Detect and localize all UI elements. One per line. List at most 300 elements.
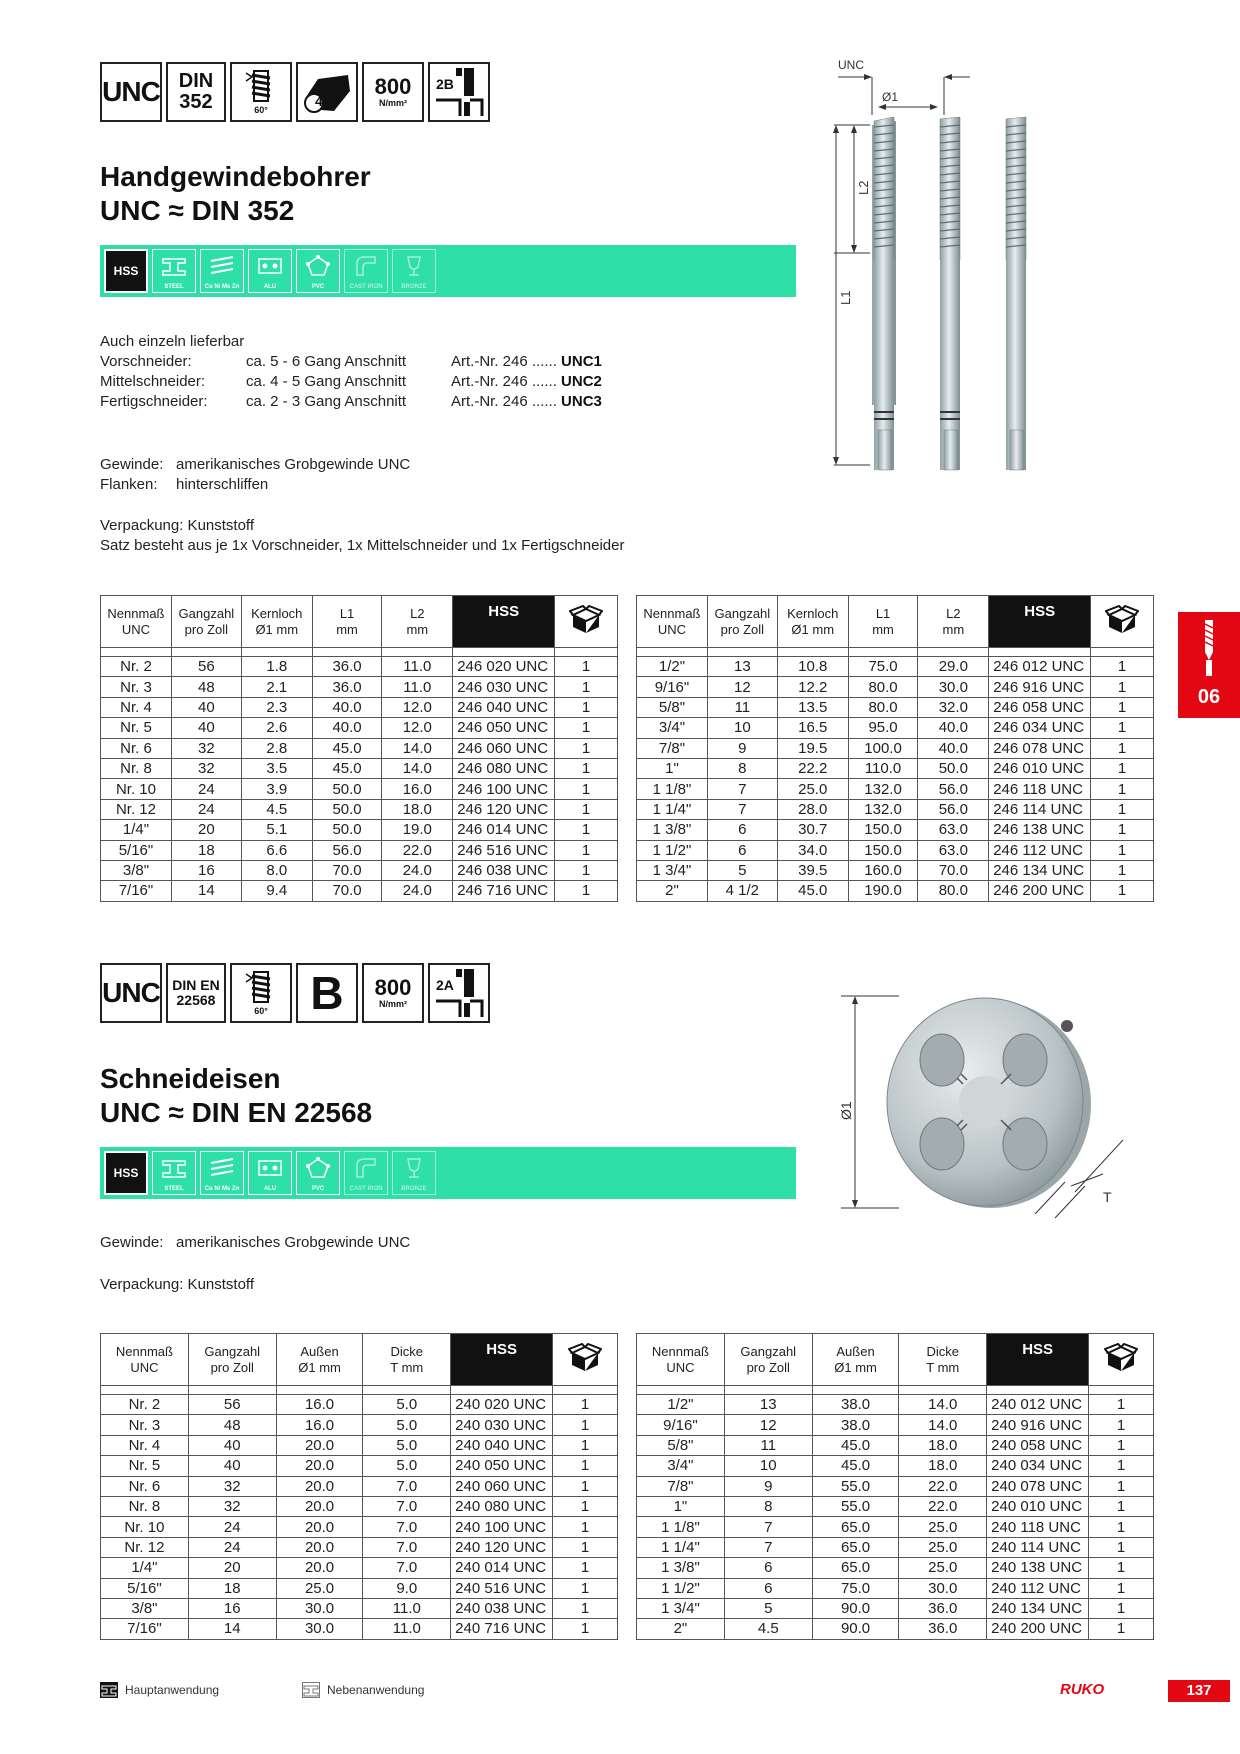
tap-type-desc: ca. 2 - 3 Gang Anschnitt [246,393,407,410]
table-cell: 1 [1089,1476,1154,1496]
col-dicke: Dicke T mm [899,1334,987,1386]
table-cell: 9.4 [241,881,312,901]
table-cell: 56 [188,1395,276,1415]
table-cell: 25.0 [899,1537,987,1557]
unc-badge: UNC [100,62,162,122]
tap-type-label: Fertigschneider: [100,393,208,410]
table-cell: 7.0 [363,1558,451,1578]
package-icon [569,605,603,635]
thread-angle-badge: 60° [230,62,292,122]
table-cell: Nr. 6 [101,1476,189,1496]
table-cell: 12.0 [382,718,453,738]
gewinde-value: amerikanisches Grobgewinde UNC [176,456,411,473]
table-cell: 24 [188,1517,276,1537]
table-cell: 1 [555,840,618,860]
table-cell: 1 [553,1456,618,1476]
table-cell: 1 [553,1435,618,1455]
table-cell: 70.0 [312,881,382,901]
table-cell: 7/16" [101,881,172,901]
table-cell: 14 [171,881,241,901]
table-cell: 3/8" [101,860,172,880]
table-cell: 36.0 [899,1619,987,1639]
table-cell: 16.0 [276,1415,363,1435]
table-row [101,657,618,677]
table-cell: 6 [707,840,777,860]
table-cell: 240 020 UNC [451,1395,553,1415]
table-cell: 11 [724,1435,812,1455]
table-cell: 1 [1091,860,1154,880]
table-cell: 90.0 [812,1619,899,1639]
brand-logo: RUKO [1060,1681,1105,1698]
tolerance-badge: 2A [428,963,490,1023]
table-cell: 12 [724,1415,812,1435]
flanken-label: Flanken: [100,476,158,493]
table-cell: 246 112 UNC [989,840,1091,860]
table-cell: 63.0 [918,840,989,860]
table-cell: 1 [555,758,618,778]
table-row [101,1476,618,1496]
table-cell: 3.5 [241,758,312,778]
table-row [637,1476,1154,1496]
table-cell: 50.0 [918,758,989,778]
table-cell: 20.0 [276,1476,363,1496]
table-cell: 48 [188,1415,276,1435]
table-cell: 11 [707,697,777,717]
table-row [637,1415,1154,1435]
table-cell: 14.0 [382,758,453,778]
table-cell: 36.0 [899,1598,987,1618]
table-cell: 16.5 [777,718,848,738]
tap-table-right [636,595,1154,902]
table-cell: 9 [707,738,777,758]
table-cell: Nr. 6 [101,738,172,758]
table-cell: Nr. 12 [101,799,172,819]
table-row [637,799,1154,819]
table-cell: 65.0 [812,1517,899,1537]
table-cell: 1 [555,820,618,840]
table-cell: 246 060 UNC [453,738,555,758]
table-cell: 150.0 [848,820,918,840]
drill-icon [1202,618,1216,678]
section2-title: Schneideisen UNC ≈ DIN EN 22568 [100,1063,373,1128]
table-cell: 5.0 [363,1435,451,1455]
chapter-number: 06 [1197,686,1221,708]
table-row [637,697,1154,717]
table-cell: 2.8 [241,738,312,758]
table-cell: Nr. 4 [101,697,172,717]
table-cell: 240 078 UNC [987,1476,1089,1496]
table-cell: 240 030 UNC [451,1415,553,1435]
table-cell: 7.0 [363,1496,451,1516]
table-cell: 38.0 [812,1395,899,1415]
table-cell: 32 [171,738,241,758]
table-cell: 1 3/4" [637,1598,725,1618]
table-cell: 1 [553,1578,618,1598]
table-cell: 1 [555,657,618,677]
table-cell: 56 [171,657,241,677]
package-icon [1104,1343,1138,1373]
table-cell: 3/4" [637,718,708,738]
table-cell: 5.0 [363,1395,451,1415]
table-cell: 9/16" [637,1415,725,1435]
table-cell: 4 1/2 [707,881,777,901]
table-cell: 29.0 [918,657,989,677]
bronze-icon: BRONZE [392,1151,436,1195]
table-cell: 1/2" [637,657,708,677]
table-cell: 246 038 UNC [453,860,555,880]
table-cell: 40.0 [312,718,382,738]
table-cell: 32 [171,758,241,778]
col-kernloch: Kernloch Ø1 mm [777,596,848,648]
table-cell: 246 010 UNC [989,758,1091,778]
table-cell: Nr. 8 [101,758,172,778]
table-cell: 1 [553,1415,618,1435]
table-cell: 30.0 [276,1619,363,1639]
table-cell: 70.0 [312,860,382,880]
table-cell: 132.0 [848,799,918,819]
table-cell: 1 3/8" [637,820,708,840]
table-cell: 65.0 [812,1537,899,1557]
table-cell: 30.7 [777,820,848,840]
table-cell: 70.0 [918,860,989,880]
table-cell: 246 014 UNC [453,820,555,840]
table-cell: 7.0 [363,1476,451,1496]
tap-type-label: Mittelschneider: [100,373,206,390]
thread-icon [244,69,278,109]
table-row [101,840,618,860]
table-cell: 11.0 [382,657,453,677]
package-icon [568,1343,602,1373]
table-cell: 1 [555,881,618,901]
table-row [101,738,618,758]
table-row [637,738,1154,758]
table-cell: 50.0 [312,779,382,799]
table-row [637,758,1154,778]
table-cell: 246 020 UNC [453,657,555,677]
table-cell: 12.0 [382,697,453,717]
col-nennmass: Nennmaß UNC [101,596,172,648]
table-cell: 19.0 [382,820,453,840]
table-cell: 12 [707,677,777,697]
table-cell: 1 [555,677,618,697]
table-cell: 240 200 UNC [987,1619,1089,1639]
table-cell: 1/4" [101,820,172,840]
table-cell: 1 [1089,1619,1154,1639]
tap-table-left [100,595,618,902]
tap-type-desc: ca. 5 - 6 Gang Anschnitt [246,353,407,370]
table-cell: 56.0 [918,779,989,799]
table-cell: 7 [724,1537,812,1557]
table-cell: 6 [724,1558,812,1578]
packaging-note: Verpackung: Kunststoff [100,1276,254,1293]
table-cell: 40.0 [918,718,989,738]
table-cell: 246 716 UNC [453,881,555,901]
table-cell: 246 516 UNC [453,840,555,860]
table-cell: 1 [1089,1517,1154,1537]
table-cell: 1" [637,758,708,778]
table-cell: 40.0 [312,697,382,717]
col-package [553,1334,618,1386]
table-row [101,860,618,880]
table-row [101,1395,618,1415]
table-row [101,1558,618,1578]
gewinde-value: amerikanisches Grobgewinde UNC [176,1234,411,1251]
table-cell: 16 [171,860,241,880]
table-row [637,820,1154,840]
col-hss: HSS [453,596,555,648]
table-cell: 24 [188,1537,276,1557]
table-cell: 240 010 UNC [987,1496,1089,1516]
table-cell: 80.0 [848,677,918,697]
table-row [637,1395,1154,1415]
table-cell: Nr. 8 [101,1496,189,1516]
steel-icon: STEEL [152,1151,196,1195]
table-cell: 20.0 [276,1435,363,1455]
table-cell: 4.5 [724,1619,812,1639]
table-cell: 11.0 [382,677,453,697]
table-cell: 7.0 [363,1517,451,1537]
table-cell: 4.5 [241,799,312,819]
table-cell: 30.0 [899,1578,987,1598]
die-drawing [835,990,1125,1230]
table-cell: 1 3/4" [637,860,708,880]
table-cell: 65.0 [812,1558,899,1578]
strength-badge: 800 N/mm² [362,963,424,1023]
table-cell: 10 [724,1456,812,1476]
table-cell: 1 1/2" [637,840,708,860]
table-cell: 9 [724,1476,812,1496]
table-cell: 36.0 [312,657,382,677]
table-cell: Nr. 10 [101,779,172,799]
strength-badge: 800 N/mm² [362,62,424,122]
form-badge: B [296,963,358,1023]
pvc-icon: PVC [296,249,340,293]
table-cell: 38.0 [812,1415,899,1435]
col-kernloch: Kernloch Ø1 mm [241,596,312,648]
table-row [637,881,1154,901]
table-cell: 25.0 [276,1578,363,1598]
table-cell: 246 100 UNC [453,779,555,799]
table-cell: 1 [553,1537,618,1557]
table-cell: 5 [724,1598,812,1618]
table-cell: 1 [553,1558,618,1578]
col-nennmass: Nennmaß UNC [101,1334,189,1386]
table-cell: 6 [724,1578,812,1598]
table-cell: 28.0 [777,799,848,819]
table-cell: 5/8" [637,697,708,717]
table-cell: 9.0 [363,1578,451,1598]
table-cell: 45.0 [812,1435,899,1455]
table-cell: 100.0 [848,738,918,758]
table-cell: 30.0 [276,1598,363,1618]
col-dicke: Dicke T mm [363,1334,451,1386]
table-cell: 2.1 [241,677,312,697]
table-cell: 25.0 [899,1517,987,1537]
table-cell: 14.0 [899,1395,987,1415]
table-cell: 1 [1089,1435,1154,1455]
chapter-tab[interactable] [1178,612,1240,718]
table-cell: 1 [1091,697,1154,717]
table-cell: 240 050 UNC [451,1456,553,1476]
cast-iron-icon: CAST IRON [344,1151,388,1195]
table-row [101,799,618,819]
col-hss: HSS [989,596,1091,648]
table-row [637,1558,1154,1578]
table-cell: 1 [555,779,618,799]
table-row [637,1578,1154,1598]
steel-icon: STEEL [152,249,196,293]
tap-set-drawing [830,55,1090,475]
main-use-label: Hauptanwendung [125,1683,220,1697]
table-cell: 7/16" [101,1619,189,1639]
table-cell: 8 [707,758,777,778]
table-cell: 1 [1091,677,1154,697]
table-cell: Nr. 2 [101,1395,189,1415]
table-cell: Nr. 5 [101,1456,189,1476]
table-cell: 246 078 UNC [989,738,1091,758]
table-cell: 240 058 UNC [987,1435,1089,1455]
table-cell: 2.6 [241,718,312,738]
table-cell: 1 [1089,1578,1154,1598]
table-cell: 2" [637,881,708,901]
table-cell: 16 [188,1598,276,1618]
table-row [637,677,1154,697]
table-cell: 24.0 [382,860,453,880]
table-cell: 2" [637,1619,725,1639]
table-cell: 8.0 [241,860,312,880]
table-cell: 1 [1089,1395,1154,1415]
table-cell: 240 516 UNC [451,1578,553,1598]
table-cell: 18.0 [899,1435,987,1455]
table-cell: 11.0 [363,1619,451,1639]
die-table-left [100,1333,618,1640]
table-cell: 240 716 UNC [451,1619,553,1639]
table-cell: 240 060 UNC [451,1476,553,1496]
table-cell: 240 120 UNC [451,1537,553,1557]
unc-badge: UNC [100,963,162,1023]
table-cell: 246 080 UNC [453,758,555,778]
table-cell: 14.0 [382,738,453,758]
table-cell: 246 012 UNC [989,657,1091,677]
table-cell: 240 138 UNC [987,1558,1089,1578]
table-cell: 18.0 [899,1456,987,1476]
table-cell: 50.0 [312,820,382,840]
table-cell: 246 058 UNC [989,697,1091,717]
table-cell: 246 134 UNC [989,860,1091,880]
table-cell: 20.0 [276,1496,363,1516]
col-hss: HSS [451,1334,553,1386]
svg-text:Ø1: Ø1 [838,1101,854,1120]
package-icon [1105,605,1139,635]
table-cell: Nr. 5 [101,718,172,738]
table-cell: 240 014 UNC [451,1558,553,1578]
table-cell: 1 1/8" [637,1517,725,1537]
table-cell: 63.0 [918,820,989,840]
table-cell: 10 [707,718,777,738]
table-cell: 7 [707,779,777,799]
table-cell: 1 [1089,1558,1154,1578]
table-cell: 12.2 [777,677,848,697]
table-cell: 246 118 UNC [989,779,1091,799]
secondary-use-icon [302,1682,320,1698]
table-cell: Nr. 12 [101,1537,189,1557]
table-row [637,1619,1154,1639]
table-cell: 80.0 [848,697,918,717]
table-row [101,1537,618,1557]
table-cell: 7.0 [363,1537,451,1557]
table-cell: 20.0 [276,1517,363,1537]
table-cell: 1" [637,1496,725,1516]
table-cell: Nr. 3 [101,1415,189,1435]
table-cell: 40 [171,718,241,738]
table-cell: 14 [188,1619,276,1639]
table-cell: 1 [1091,881,1154,901]
table-cell: 11.0 [363,1598,451,1618]
table-cell: 246 916 UNC [989,677,1091,697]
tap-type-label: Vorschneider: [100,353,192,370]
table-cell: 20.0 [276,1537,363,1557]
col-gangzahl: Gangzahl pro Zoll [171,596,241,648]
table-cell: 55.0 [812,1476,899,1496]
table-cell: Nr. 2 [101,657,172,677]
table-cell: 7/8" [637,738,708,758]
table-cell: 18.0 [382,799,453,819]
table-cell: 56.0 [312,840,382,860]
table-cell: 190.0 [848,881,918,901]
set-note: Satz besteht aus je 1x Vorschneider, 1x Mittelschneider und 1x Fertigschneider [100,537,625,554]
table-cell: 20.0 [276,1558,363,1578]
table-cell: Nr. 10 [101,1517,189,1537]
col-package [1089,1334,1154,1386]
tap-type-art: Art.-Nr. 246 ...... UNC1 [451,353,602,370]
col-nennmass: Nennmaß UNC [637,596,708,648]
col-package [1091,596,1154,648]
bronze-icon: BRONZE [392,249,436,293]
table-cell: 240 134 UNC [987,1598,1089,1618]
table-cell: 240 038 UNC [451,1598,553,1618]
hss-label: HSS [104,249,148,293]
thread-icon [244,970,278,1010]
tap-type-art: Art.-Nr. 246 ...... UNC3 [451,393,602,410]
table-cell: 20 [171,820,241,840]
main-use-icon [100,1682,118,1698]
table-row [101,1578,618,1598]
table-cell: 1 [1091,738,1154,758]
table-cell: 1 [1089,1456,1154,1476]
table-cell: 39.5 [777,860,848,880]
table-cell: 30.0 [918,677,989,697]
material-bar [100,245,796,297]
table-row [101,677,618,697]
table-cell: 18 [171,840,241,860]
table-cell: 1 [555,718,618,738]
svg-text:L1: L1 [838,290,853,305]
table-cell: 22.0 [899,1476,987,1496]
col-l2: L2 mm [918,596,989,648]
col-l1: L1 mm [312,596,382,648]
table-cell: 1 [1091,820,1154,840]
table-cell: 240 034 UNC [987,1456,1089,1476]
table-cell: 13 [724,1395,812,1415]
table-cell: 150.0 [848,840,918,860]
table-cell: 25.0 [899,1558,987,1578]
gewinde-label: Gewinde: [100,1234,164,1251]
table-cell: 1 [555,799,618,819]
table-cell: 36.0 [312,677,382,697]
table-cell: 1 [1091,799,1154,819]
table-cell: 246 114 UNC [989,799,1091,819]
table-cell: 40.0 [918,738,989,758]
